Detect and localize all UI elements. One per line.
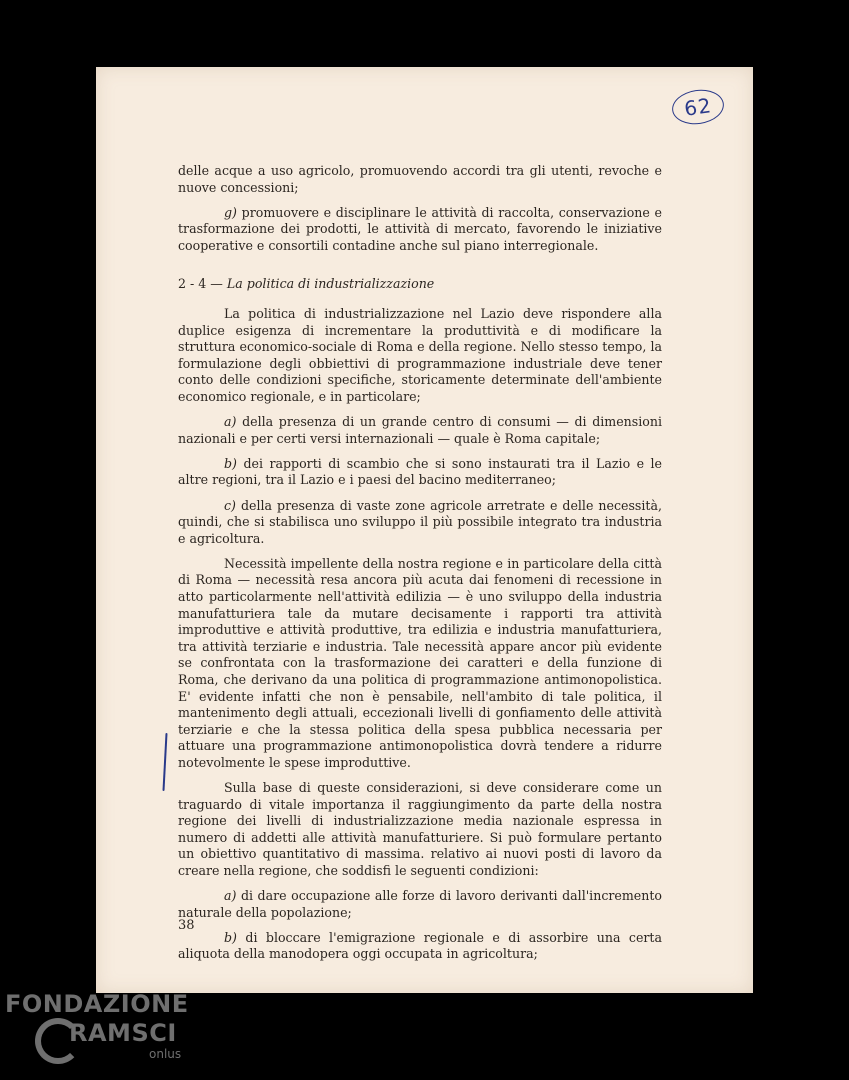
list-text: della presenza di un grande centro di consumi — di dimensioni nazionali e per certi versi internazionali — quale è Roma capitale; — [178, 414, 662, 446]
list-text: dei rapporti di scambio che si sono instaurati tra il Lazio e le altre regioni, tra il Lazio e i paesi del bacino mediterraneo; — [178, 455, 662, 488]
section-number: 2 - 4 — — [178, 276, 223, 292]
list-item-b — [178, 456, 662, 489]
section-heading — [178, 276, 662, 293]
list-label: b) — [224, 455, 237, 471]
list-label: g) — [224, 204, 237, 220]
list-label: a) — [224, 414, 237, 430]
list-label: b) — [224, 929, 237, 945]
list-text: promuovere e disciplinare le attività di raccolta, conservazione e trasformazione dei prodotti, le attività di mercato, favorendo le iniziative cooperative e consortili contadine anche sul piano interregionale. — [178, 204, 662, 253]
paragraph: Sulla base di queste considerazioni, si deve considerare come un traguardo di vitale importanza il raggiungimento da parte della nostra regione dei livelli di industrializzazione media nazionale espressa in numero di addetti alle attività manufatturiere. Si può formulare pertanto un obiettivo quantitativo di massima. relativo ai nuovi posti di lavoro da creare nella regione, che soddisfi le seguenti condizioni: — [178, 780, 662, 878]
list-item-c — [178, 498, 662, 548]
document-body — [178, 163, 662, 971]
list-text: di dare occupazione alle forze di lavoro derivanti dall'incremento naturale della popolazione; — [178, 888, 662, 920]
section-title: La politica di industrializzazione — [226, 276, 435, 292]
paragraph: La politica di industrializzazione nel Lazio deve rispondere alla duplice esigenza di incrementare la produttività e di modificare la struttura economico-sociale di Roma e della regione. Nello stesso tempo, la formulazione degli obbiettivi di programmazione industriale deve tener conto delle condizioni specifiche, storicamente determinate dell'ambiente economico regionale, e in particolare; — [178, 306, 662, 405]
handwritten-page-annotation: 62 — [670, 87, 726, 128]
list-item-a — [178, 414, 662, 447]
list-text: della presenza di vaste zone agricole arretrate e delle necessità, quindi, che si stabilisca uno sviluppo il più possibile integrato tra industria e agricoltura. — [178, 497, 662, 546]
list-label: a) — [224, 888, 237, 904]
paragraph-continuation: delle acque a uso agricolo, promuovendo accordi tra gli utenti, revoche e nuove concessioni; — [178, 163, 662, 195]
list-item-b — [178, 930, 662, 963]
list-item-g — [178, 205, 662, 255]
logo-line-2: RAMSCI — [69, 1019, 177, 1047]
list-label: c) — [224, 497, 236, 513]
list-text: di bloccare l'emigrazione regionale e di assorbire una certa aliquota della manodopera oggi occupata in agricoltura; — [178, 929, 662, 962]
paragraph: Necessità impellente della nostra regione e in particolare della città di Roma — necessità resa ancora più acuta dai fenomeni di recessione in atto particolarmente nell'attività edilizia — è uno sviluppo della industria manufatturiera tale da mutare decisamente i rapporti tra attività improduttive e attività produttive, tra edilizia e industria manufatturiera, tra attività terziarie e industria. Tale necessità appare ancor più evidente se confrontata con la trasformazione dei caratteri e della funzione di Roma, che derivano da una politica di programmazione antimonopolistica. E' evidente infatti che non è pensabile, nell'ambito di tale politica, il mantenimento degli attuali, eccezionali livelli di gonfiamento delle attività terziarie e che la stessa politica della spesa pubblica necessaria per attuare una programmazione antimonopolistica dovrà tendere a ridurre notevolmente le spese improduttive. — [178, 555, 662, 770]
logo-line-1: FONDAZIONE — [5, 990, 189, 1018]
list-item-a — [178, 888, 662, 921]
page-number: 38 — [178, 918, 195, 933]
logo-line-3: onlus — [149, 1047, 182, 1061]
fondazione-gramsci-logo — [5, 990, 215, 1075]
